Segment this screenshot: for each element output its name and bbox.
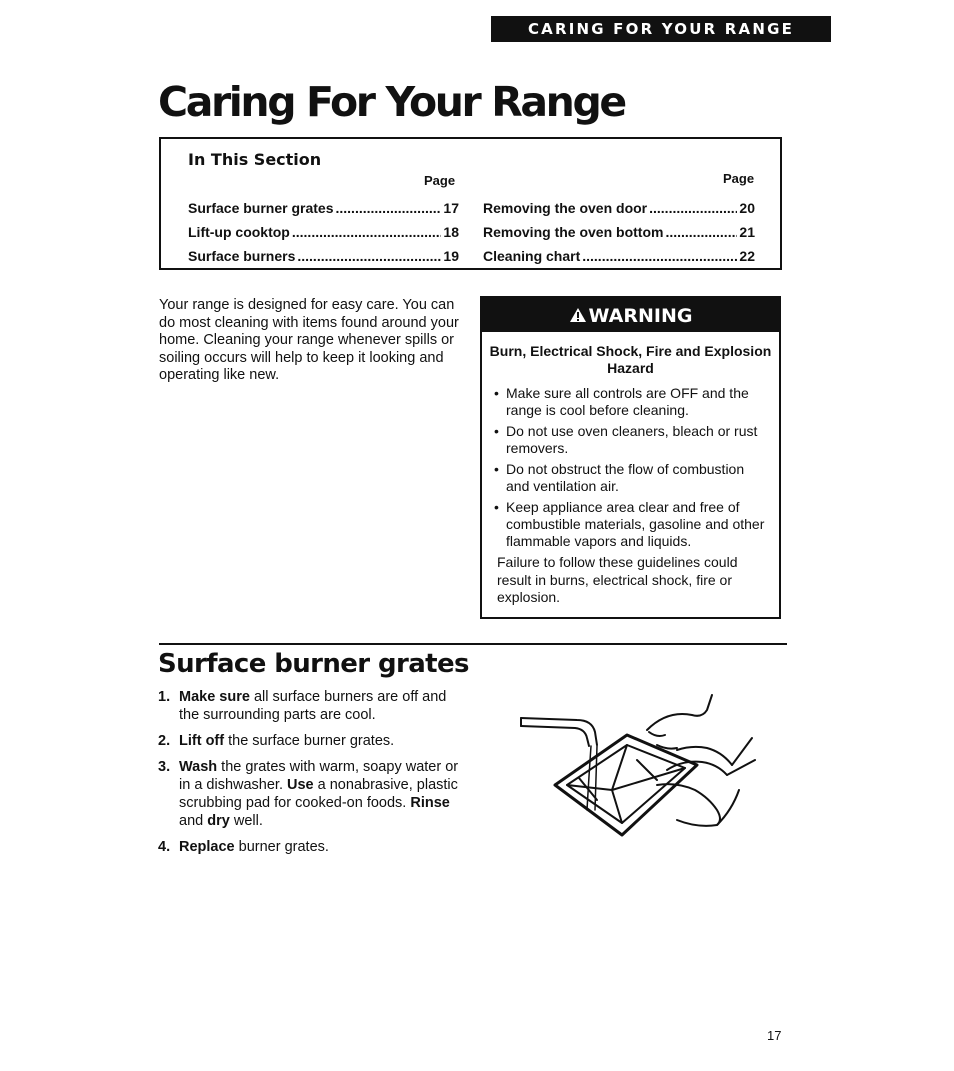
toc-entry-title: Surface burner grates <box>188 200 334 216</box>
toc-entry-title: Removing the oven bottom <box>483 224 664 240</box>
steps-list <box>158 688 468 864</box>
toc-entry-title: Surface burners <box>188 248 296 264</box>
section-divider <box>159 643 787 645</box>
toc-entry-page: 19 <box>443 248 459 264</box>
toc-entry-page: 21 <box>739 224 755 240</box>
burner-grate-illustration <box>517 690 757 845</box>
warning-footer: Failure to follow these guidelines could result in burns, electrical shock, fire or explosion. <box>497 554 738 605</box>
toc-entry[interactable] <box>483 224 755 240</box>
section-title: Surface burner grates <box>158 649 469 679</box>
toc-page-label-right: Page <box>723 171 755 186</box>
toc-entry-page: 20 <box>739 200 755 216</box>
warning-header <box>482 298 779 332</box>
toc-entry[interactable] <box>188 200 459 216</box>
warning-label: WARNING <box>588 305 693 327</box>
page-number: 17 <box>767 1028 782 1043</box>
toc-heading: In This Section <box>188 150 322 169</box>
toc-entry-page: 22 <box>739 248 755 264</box>
toc-entry[interactable] <box>188 224 459 240</box>
step-item: 1. Make sure all surface burners are off and the surrounding parts are cool. <box>158 689 447 723</box>
warning-triangle-icon <box>569 307 587 323</box>
toc-entry-page: 18 <box>443 224 459 240</box>
toc-entry[interactable] <box>483 248 755 264</box>
section-banner: CARING FOR YOUR RANGE <box>491 16 831 42</box>
step-item: 2. Lift off the surface burner grates. <box>158 733 395 749</box>
toc-entry-page: 17 <box>443 200 459 216</box>
toc-entry-title: Cleaning chart <box>483 248 581 264</box>
toc-entry-title: Removing the oven door <box>483 200 648 216</box>
warning-list <box>482 385 779 550</box>
toc-entry[interactable] <box>188 248 459 264</box>
toc-page-label-left: Page <box>424 173 456 188</box>
hazard-title: Burn, Electrical Shock, Fire and Explosion Hazard <box>489 343 772 376</box>
step-item: 3. Wash the grates with warm, soapy water or in a dishwasher. Use a nonabrasive, plastic scrubbing pad for cooked-on foods. Rinse and dry well. <box>158 759 459 829</box>
page-title: Caring For Your Range <box>158 78 625 126</box>
warning-bullet: • Do not obstruct the flow of combustion and ventilation air. <box>494 461 745 494</box>
toc-entry[interactable] <box>483 200 755 216</box>
intro-paragraph: Your range is designed for easy care. You can do most cleaning with items found around your home. Cleaning your range whenever spills or soiling occurs will help to keep it looking and operating like new. <box>159 297 459 383</box>
step-item: 4. Replace burner grates. <box>158 839 329 855</box>
warning-bullet: • Make sure all controls are OFF and the range is cool before cleaning. <box>494 385 749 418</box>
toc-entry-title: Lift-up cooktop <box>188 224 290 240</box>
warning-bullet: • Do not use oven cleaners, bleach or rust removers. <box>494 423 758 456</box>
warning-bullet: • Keep appliance area clear and free of combustible materials, gasoline and other flammable vapors and liquids. <box>494 499 765 549</box>
toc-box <box>159 137 782 270</box>
warning-box <box>480 296 781 619</box>
